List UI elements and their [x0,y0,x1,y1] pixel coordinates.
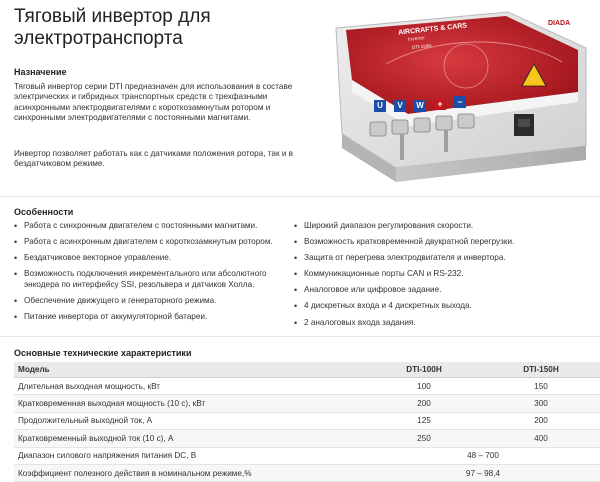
page-title-line2: электротранспорта [14,28,183,49]
purpose-heading: Назначение [14,67,67,77]
product-label-line2: Inverter [407,35,426,43]
specs-heading: Основные технические характеристики [14,348,192,358]
shared-value-cell: 97 – 98,4 [366,464,600,481]
bullet-icon: • [14,295,18,306]
bullet-icon: • [14,253,18,264]
specs-header-row [14,362,600,378]
bullet-icon: • [294,237,298,248]
value-cell: 200 [482,412,600,429]
table-row [14,412,600,429]
bullet-icon: • [14,221,18,231]
bullet-icon: • [294,317,298,328]
brand-logo: DIADA [548,20,571,27]
table-row [14,447,600,464]
svg-text:⚡: ⚡ [527,75,541,86]
purpose-paragraph-1: Тяговый инвертор серии DTI предназначен для использования в составе электрических и гибридных транспортных средств с трехфазными асинхронными электродвигателями с короткозамкнутым ротором и синхронными электродвигателями с постоянными магнитами. [14,82,293,122]
value-cell: 250 [366,430,482,447]
bullet-icon: • [14,237,18,248]
terminal-v: V [394,100,406,112]
feature-item: • 4 дискретных входа и 4 дискретных выхода. [294,301,472,312]
bullet-icon: • [294,269,298,280]
value-cell: 125 [366,412,482,429]
table-row [14,430,600,447]
table-row [14,464,600,481]
terminal-minus: − [454,96,466,108]
value-cell: 100 [366,378,482,395]
feature-item: • Аналоговое или цифровое задание. [294,285,442,296]
page-title [14,6,314,50]
feature-item: • Возможность подключения инкрементального или абсолютного энкодера по интерфейсу SSI, резольвера и датчиков Холла. [14,269,267,289]
bullet-icon: • [14,311,18,322]
column-header-dti-100h: DTI-100H [366,362,482,378]
specs-table [14,362,600,482]
features-heading: Особенности [14,207,74,217]
product-label-line1: AIRCRAFTS & CARS [397,22,468,37]
bullet-icon: • [294,221,298,231]
param-cell: Кратковременный выходной ток (10 с), А [14,430,366,447]
section-divider [0,196,600,197]
feature-item: • Защита от перегрева электродвигателя и инвертора. [294,253,506,264]
cable-glands [326,6,600,190]
column-header-model: Модель [14,362,366,378]
feature-item: • Бездатчиковое векторное управление. [14,253,172,264]
feature-item: • Широкий диапазон регулирования скорости. [294,221,474,231]
feature-item: • Питание инвертора от аккумуляторной батареи. [14,311,208,322]
purpose-paragraph-2: Инвертор позволяет работать как с датчиками положения ротора, так и в бездатчиковом режиме. [14,149,294,169]
terminal-u: U [374,100,386,112]
bullet-icon: • [294,253,298,264]
feature-item: • Коммуникационные порты CAN и RS-232. [294,269,464,280]
terminal-plus: + [434,98,446,110]
table-row [14,395,600,412]
value-cell: 300 [482,395,600,412]
value-cell: 150 [482,378,600,395]
page-title-line1: Тяговый инвертор для [14,6,211,27]
table-row [14,378,600,395]
bullet-icon: • [294,285,298,296]
param-cell: Кратковременная выходная мощность (10 с), кВт [14,395,366,412]
feature-item: • Возможность кратковременной двукратной перегрузки. [294,237,515,248]
feature-item: • Обеспечение движущего и генераторного режима. [14,295,217,306]
product-model: DTI-150H [411,42,432,51]
section-divider [0,336,600,337]
feature-item: • Работа с асинхронным двигателем с короткозамкнутым ротором. [14,237,273,248]
features-list-left [14,221,282,328]
param-cell: Коэффициент полезного действия в номинальном режиме,% [14,464,366,481]
bullet-icon: • [294,301,298,312]
value-cell: 400 [482,430,600,447]
value-cell: 200 [366,395,482,412]
product-image [326,6,600,190]
shared-value-cell: 48 – 700 [366,447,600,464]
feature-item: • 2 аналоговых входа задания. [294,317,416,328]
param-cell: Длительная выходная мощность, кВт [14,378,366,395]
param-cell: Диапазон силового напряжения питания DC, В [14,447,366,464]
bullet-icon: • [14,269,18,280]
param-cell: Продолжительный выходной ток, А [14,412,366,429]
terminal-w: W [414,100,426,112]
column-header-dti-150h: DTI-150H [482,362,600,378]
features-list-right [294,221,594,334]
feature-item: • Работа с синхронным двигателем с постоянными магнитами. [14,221,258,231]
